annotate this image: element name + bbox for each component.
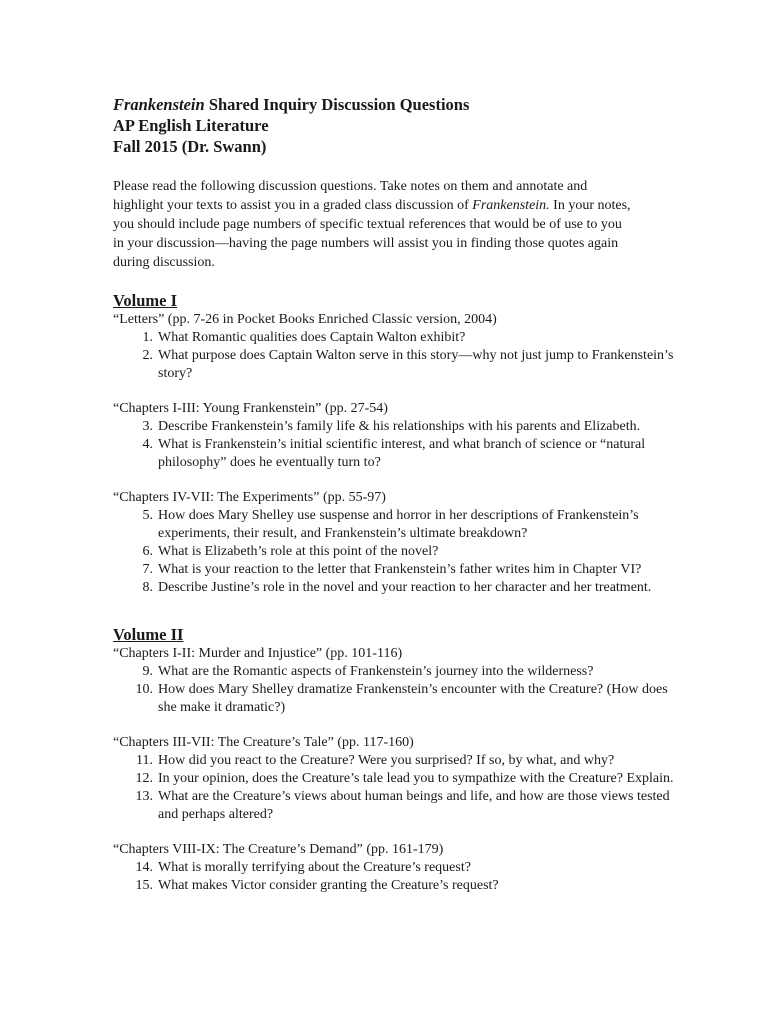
question-text: Describe Justine’s role in the novel and your reaction to her character and her treatment. bbox=[158, 580, 652, 595]
question-number: 9. bbox=[142, 664, 153, 679]
question-text: What are the Creature’s views about human beings and life, and how are those views tested and perhaps altered? bbox=[158, 789, 670, 822]
chapter-section bbox=[113, 400, 708, 472]
question-item bbox=[113, 543, 678, 561]
volume-title: Volume I bbox=[113, 291, 178, 310]
document-title bbox=[113, 94, 708, 115]
question-text: Describe Frankenstein’s family life & his relationships with his parents and Elizabeth. bbox=[158, 419, 641, 434]
course-term: Fall 2015 (Dr. Swann) bbox=[113, 137, 267, 156]
title-rest: Shared Inquiry Discussion Questions bbox=[204, 95, 470, 114]
question-list bbox=[113, 663, 708, 717]
section-heading: “Chapters VIII-IX: The Creature’s Demand” (pp. 161-179) bbox=[113, 842, 444, 857]
course-name: AP English Literature bbox=[113, 116, 269, 135]
question-text: What is Elizabeth’s role at this point of the novel? bbox=[158, 544, 439, 559]
question-number: 15. bbox=[135, 878, 153, 893]
question-text: What makes Victor consider granting the Creature’s request? bbox=[158, 878, 499, 893]
intro-italic: Frankenstein. bbox=[472, 198, 550, 213]
question-item bbox=[113, 507, 678, 543]
question-item bbox=[113, 561, 678, 579]
question-item bbox=[113, 663, 678, 681]
question-number: 12. bbox=[135, 771, 153, 786]
question-list bbox=[113, 329, 708, 383]
question-item bbox=[113, 329, 678, 347]
question-list bbox=[113, 418, 708, 472]
question-item bbox=[113, 347, 678, 383]
question-item bbox=[113, 681, 678, 717]
title-italic: Frankenstein bbox=[113, 95, 205, 114]
question-text: What are the Romantic aspects of Frankenstein’s journey into the wilderness? bbox=[158, 664, 594, 679]
section-heading: “Chapters III-VII: The Creature’s Tale” (pp. 117-160) bbox=[113, 735, 414, 750]
question-number: 7. bbox=[142, 562, 153, 577]
question-list bbox=[113, 752, 708, 824]
question-item bbox=[113, 859, 678, 877]
question-number: 1. bbox=[142, 330, 153, 345]
question-item bbox=[113, 579, 678, 597]
question-number: 5. bbox=[142, 508, 153, 523]
question-text: What is Frankenstein’s initial scientific interest, and what branch of science or “natural philosophy” does he eventually turn to? bbox=[158, 437, 646, 470]
question-item bbox=[113, 770, 678, 788]
question-item bbox=[113, 877, 678, 895]
question-number: 3. bbox=[142, 419, 153, 434]
question-text: How does Mary Shelley use suspense and horror in her descriptions of Frankenstein’s experiments, their result, and Frankenstein’s ultimate breakdown? bbox=[158, 508, 639, 541]
volumes-container bbox=[113, 291, 708, 895]
section-heading: “Chapters I-III: Young Frankenstein” (pp. 27-54) bbox=[113, 401, 388, 416]
chapter-section bbox=[113, 645, 708, 717]
question-text: What purpose does Captain Walton serve in this story—why not just jump to Frankenstein’s story? bbox=[158, 348, 674, 381]
question-item bbox=[113, 788, 678, 824]
question-item bbox=[113, 436, 678, 472]
document-header bbox=[113, 94, 708, 157]
chapter-section bbox=[113, 841, 708, 895]
question-text: What Romantic qualities does Captain Walton exhibit? bbox=[158, 330, 466, 345]
question-text: What is your reaction to the letter that Frankenstein’s father writes him in Chapter VI? bbox=[158, 562, 642, 577]
chapter-section bbox=[113, 489, 708, 597]
question-number: 13. bbox=[135, 789, 153, 804]
question-number: 2. bbox=[142, 348, 153, 363]
section-heading: “Chapters IV-VII: The Experiments” (pp. 55-97) bbox=[113, 490, 386, 505]
question-text: How does Mary Shelley dramatize Frankenstein’s encounter with the Creature? (How does she make it dramatic?) bbox=[158, 682, 668, 715]
intro-paragraph bbox=[113, 177, 633, 272]
intro-part2: In your notes, you should include page numbers of specific textual references that would be of use to you in your discussion—having the page numbers will assist you in finding those quotes again during discussion. bbox=[113, 198, 631, 270]
question-number: 8. bbox=[142, 580, 153, 595]
volume-title: Volume II bbox=[113, 625, 184, 644]
question-text: How did you react to the Creature? Were you surprised? If so, by what, and why? bbox=[158, 753, 615, 768]
section-heading: “Chapters I-II: Murder and Injustice” (pp. 101-116) bbox=[113, 646, 403, 661]
section-heading: “Letters” (pp. 7-26 in Pocket Books Enriched Classic version, 2004) bbox=[113, 312, 497, 327]
question-text: In your opinion, does the Creature’s tale lead you to sympathize with the Creature? Explain. bbox=[158, 771, 674, 786]
question-number: 4. bbox=[142, 437, 153, 452]
question-number: 6. bbox=[142, 544, 153, 559]
question-item bbox=[113, 752, 678, 770]
chapter-section bbox=[113, 734, 708, 824]
question-number: 10. bbox=[135, 682, 153, 697]
question-number: 14. bbox=[135, 860, 153, 875]
question-item bbox=[113, 418, 678, 436]
question-list bbox=[113, 859, 708, 895]
question-number: 11. bbox=[136, 753, 153, 768]
chapter-section bbox=[113, 311, 708, 383]
question-list bbox=[113, 507, 708, 597]
question-text: What is morally terrifying about the Creature’s request? bbox=[158, 860, 471, 875]
intro-part1: Please read the following discussion questions. Take notes on them and annotate and highlight your texts to assist you in a graded class discussion of bbox=[113, 179, 588, 213]
